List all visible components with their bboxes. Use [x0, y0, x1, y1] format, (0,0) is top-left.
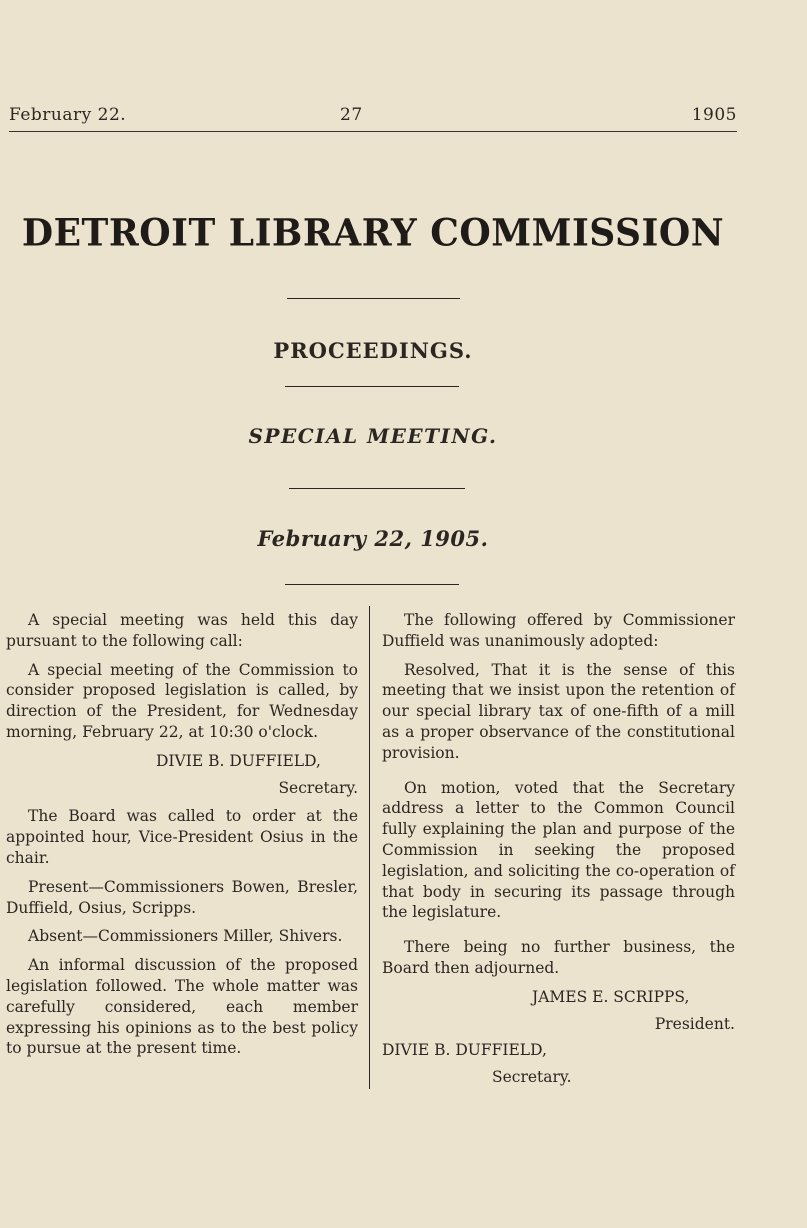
column-divider: [369, 606, 370, 1089]
secretary-title: Secretary.: [492, 1068, 572, 1087]
page-number: 27: [340, 105, 363, 125]
left-paragraph-5: Absent—Commissioners Miller, Shivers.: [28, 927, 343, 946]
president-name: JAMES E. SCRIPPS,: [532, 987, 690, 1006]
proceedings-rule: [285, 386, 459, 387]
proceedings-heading: PROCEEDINGS.: [273, 338, 473, 363]
left-paragraph-3: The Board was called to order at the appointed hour, Vice-President Osius in the chair.: [6, 807, 358, 867]
left-paragraph-2: A special meeting of the Commission to consider proposed legislation is called, by direction of the President, for Wednesday morning, February 22, at 10:30 o'clock.: [6, 660, 358, 741]
meeting-type-rule: [289, 488, 465, 489]
date-rule: [285, 584, 459, 585]
president-title: President.: [654, 1014, 735, 1033]
call-signer-title: Secretary.: [278, 778, 358, 797]
call-signer-name: DIVIE B. DUFFIELD,: [156, 751, 321, 770]
title-rule: [287, 298, 460, 299]
left-paragraph-1: A special meeting was held this day pursuant to the following call:: [6, 611, 358, 650]
document-title: DETROIT LIBRARY COMMISSION: [21, 210, 725, 256]
left-paragraph-6: An informal discussion of the proposed legislation followed. The whole matter was carefully considered, each member expressing his opinions as to the best policy to pursue at the present time.: [6, 956, 358, 1058]
meeting-date-heading: February 22, 1905.: [257, 526, 489, 551]
left-paragraph-4: Present—Commissioners Bowen, Bresler, Duffield, Osius, Scripps.: [6, 877, 358, 917]
right-paragraph-3: On motion, voted that the Secretary address a letter to the Common Council fully explaining the plan and purpose of the Commission in seeking the proposed legislation, and soliciting the co-operation of that body in securing its passage through the legislature.: [382, 778, 735, 922]
right-column: [382, 610, 735, 1088]
header-year: 1905: [691, 105, 737, 125]
right-paragraph-1: The following offered by Commissioner Duffield was unanimously adopted:: [382, 611, 735, 650]
header-date: February 22.: [9, 105, 127, 125]
right-paragraph-4: There being no further business, the Board then adjourned.: [382, 938, 735, 977]
secretary-name: DIVIE B. DUFFIELD,: [382, 1041, 547, 1060]
meeting-type-heading: SPECIAL MEETING.: [248, 424, 498, 448]
right-paragraph-2: Resolved, That it is the sense of this meeting that we insist upon the retention of our special library tax of one-fifth of a mill as a proper observance of the constitutional provision.: [382, 660, 735, 762]
left-column: [6, 610, 358, 1067]
running-header: [9, 105, 737, 132]
